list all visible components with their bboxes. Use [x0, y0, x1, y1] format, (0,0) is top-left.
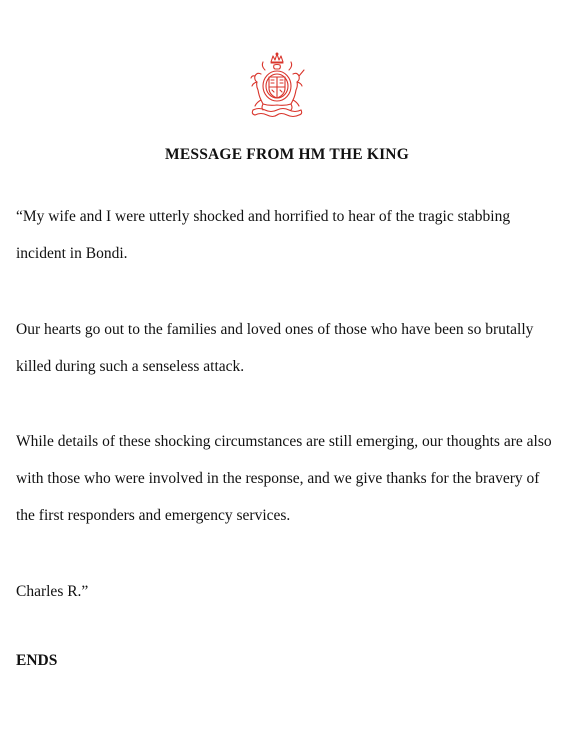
message-paragraph-1: “My wife and I were utterly shocked and horrified to hear of the tragic stabbing incident in Bondi. — [16, 208, 511, 262]
ends-marker: ENDS — [16, 652, 58, 669]
message-paragraph-2: Our hearts go out to the families and loved ones of those who have been so brutally killed during such a senseless attack. — [16, 321, 534, 375]
document-title: MESSAGE FROM HM THE KING — [165, 146, 409, 163]
royal-coat-of-arms-icon — [241, 52, 313, 120]
signature: Charles R.” — [16, 583, 89, 600]
message-paragraph-3: While details of these shocking circumstances are still emerging, our thoughts are also with those who were involved in the response, and we give thanks for the bravery of the first responders and emergency services. — [16, 433, 552, 524]
